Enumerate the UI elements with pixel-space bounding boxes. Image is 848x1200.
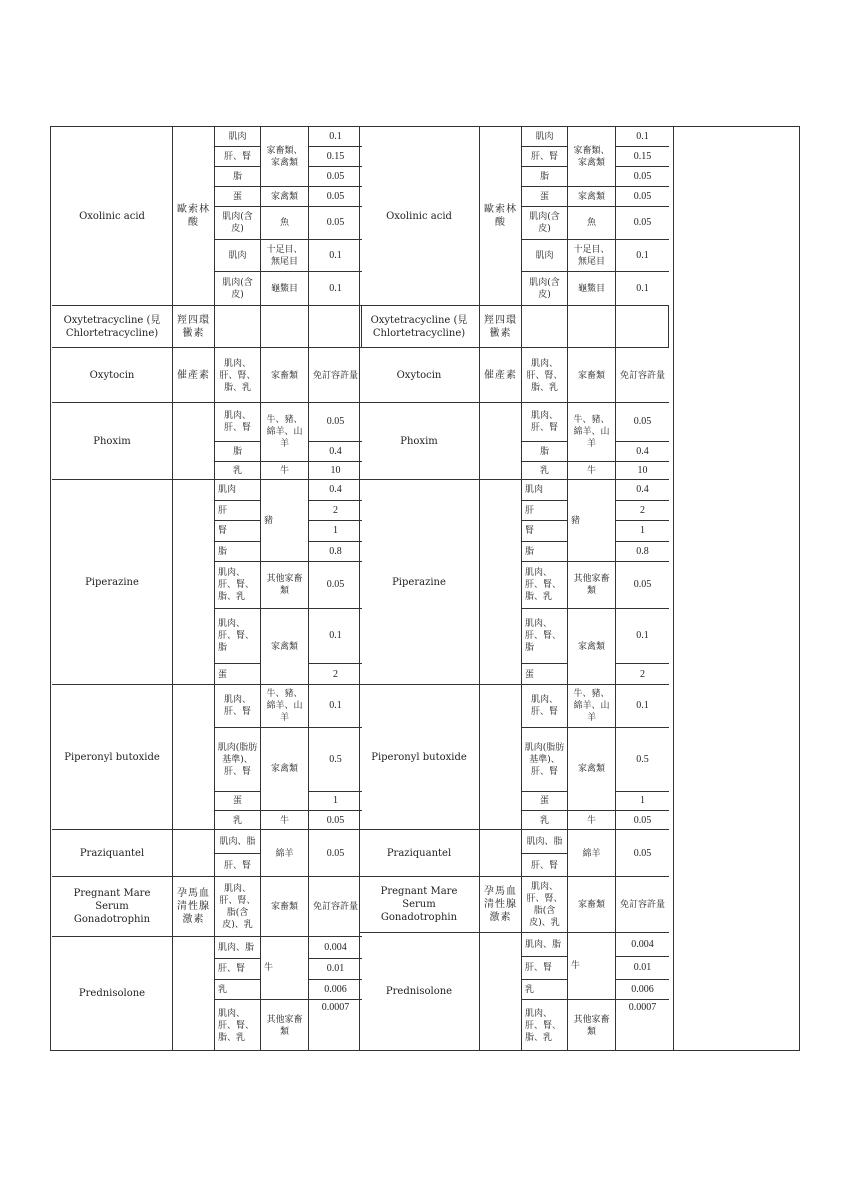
tissue: 肌肉 xyxy=(215,480,261,500)
tissue: 乳 xyxy=(215,811,261,830)
drug-class xyxy=(480,403,522,479)
drug-name: Piperonyl butoxide xyxy=(52,685,173,829)
species: 龜鱉目 xyxy=(261,272,309,305)
limit-value: 0.006 xyxy=(631,983,654,995)
species: 十足目、無尾目 xyxy=(261,240,309,271)
species: 牛、豬、綿羊、山羊 xyxy=(568,404,616,460)
table-row xyxy=(52,936,362,1050)
limit-value: 0.1 xyxy=(329,130,342,142)
species: 牛 xyxy=(568,811,616,830)
limit-value: 0.1 xyxy=(329,249,342,261)
tissue: 乳 xyxy=(522,811,568,830)
tissue: 肝、腎 xyxy=(215,147,261,166)
drug-class xyxy=(480,480,522,684)
table-row xyxy=(52,305,362,347)
species: 家畜類 xyxy=(568,348,616,403)
table-row xyxy=(52,479,362,684)
table-row xyxy=(359,932,669,1050)
tissue: 肌肉、肝、腎 xyxy=(522,685,568,727)
drug-name: Phoxim xyxy=(359,403,480,479)
tissue: 脂 xyxy=(522,167,568,186)
limit-value: 0.05 xyxy=(326,170,345,182)
species: 綿羊 xyxy=(568,831,616,876)
tissue: 肌肉 xyxy=(522,240,568,271)
drug-class xyxy=(173,403,215,479)
limit-value: 0.1 xyxy=(636,130,649,142)
tissue: 蛋 xyxy=(522,187,568,206)
table-row xyxy=(52,402,362,479)
drug-class xyxy=(480,830,522,876)
limit-value: 0.5 xyxy=(329,753,342,765)
species: 魚 xyxy=(568,207,616,239)
tissue: 脂 xyxy=(215,167,261,186)
tissue: 肌肉、肝、腎、脂(含皮)、乳 xyxy=(522,877,568,933)
residue-limit-table xyxy=(50,126,800,1051)
limit-value: 2 xyxy=(640,504,645,516)
table-row xyxy=(359,127,669,305)
limit-value: 0.1 xyxy=(329,700,342,711)
limit-value: 2 xyxy=(640,668,645,680)
limit-value: 0.05 xyxy=(633,416,652,427)
tissue: 肌肉、脂 xyxy=(522,830,568,853)
drug-name: Praziquantel xyxy=(359,830,480,876)
drug-name: Pregnant Mare Serum Gonadotrophin xyxy=(359,877,480,932)
limit-value: 免訂容許量 xyxy=(312,902,358,912)
tissue: 脂 xyxy=(522,542,568,561)
limit-value: 0.15 xyxy=(326,150,345,162)
table-row xyxy=(359,347,669,402)
species: 家禽類 xyxy=(568,728,616,809)
table-row xyxy=(359,402,669,479)
drug-class: 歐索林酸 xyxy=(173,127,215,305)
species: 家禽類 xyxy=(261,609,309,684)
species: 其他家畜類 xyxy=(261,562,309,608)
species: 其他家畜類 xyxy=(261,1000,309,1051)
drug-class: 羥四環黴素 xyxy=(173,306,215,347)
tissue: 肌肉、肝、腎、脂(含皮)、乳 xyxy=(215,877,261,937)
tissue: 肌肉、肝、腎、脂、乳 xyxy=(522,562,568,608)
limit-value: 0.8 xyxy=(636,545,649,557)
species: 牛 xyxy=(261,938,309,998)
tissue: 肌肉 xyxy=(522,127,568,146)
limit-value: 0.5 xyxy=(636,753,649,765)
drug-name: Piperonyl butoxide xyxy=(359,685,480,829)
tissue: 肝、腎 xyxy=(522,957,568,979)
limit-value: 0.05 xyxy=(633,217,652,228)
drug-class xyxy=(173,685,215,829)
tissue: 肝、腎 xyxy=(522,147,568,166)
column-divider xyxy=(673,127,674,1050)
species: 牛、豬、綿羊、山羊 xyxy=(261,685,309,727)
species: 龜鱉目 xyxy=(568,272,616,305)
tissue: 脂 xyxy=(522,442,568,461)
limit-value: 1 xyxy=(333,795,338,806)
limit-value: 0.05 xyxy=(633,579,652,590)
limit-value: 2 xyxy=(333,504,338,516)
tissue: 肝、腎 xyxy=(215,959,261,979)
tissue: 肝 xyxy=(522,501,568,520)
limit-value: 0.01 xyxy=(326,963,345,974)
tissue: 肌肉、肝、腎 xyxy=(215,403,261,441)
species: 豬 xyxy=(568,481,616,560)
table-row xyxy=(52,127,362,305)
limit-value: 10 xyxy=(330,465,341,476)
limit-value: 0.05 xyxy=(326,579,345,590)
limit-value: 0.006 xyxy=(324,983,347,995)
species: 家禽類 xyxy=(568,187,616,206)
tissue: 肌肉、肝、腎 xyxy=(215,685,261,727)
drug-name: Oxytetracycline (見 Chlortetracycline) xyxy=(52,306,173,347)
tissue: 肌肉(脂肪基準)、肝、腎 xyxy=(522,728,568,791)
tissue: 肌肉 xyxy=(215,240,261,271)
drug-class: 孕馬血清性腺激素 xyxy=(480,877,522,932)
tissue: 乳 xyxy=(215,462,261,480)
drug-class: 歐索林酸 xyxy=(480,127,522,305)
drug-name: Oxytocin xyxy=(359,348,480,402)
tissue: 肌肉 xyxy=(215,127,261,146)
limit-value: 0.0007 xyxy=(628,1002,657,1013)
limit-value: 0.05 xyxy=(633,814,652,826)
tissue: 肌肉、脂 xyxy=(215,830,261,853)
limit-value: 1 xyxy=(333,525,338,536)
drug-name: Oxytocin xyxy=(52,348,173,402)
tissue: 乳 xyxy=(522,980,568,999)
tissue: 肌肉、肝、腎、脂、乳 xyxy=(215,562,261,608)
limit-value: 10 xyxy=(637,465,648,476)
limit-value: 1 xyxy=(640,525,645,536)
drug-class xyxy=(480,685,522,829)
tissue: 蛋 xyxy=(215,187,261,206)
limit-value: 0.4 xyxy=(329,484,342,495)
limit-value: 0.1 xyxy=(329,282,342,294)
table-row xyxy=(359,829,669,876)
table-row xyxy=(52,829,362,876)
tissue: 乳 xyxy=(522,462,568,480)
limit-value: 0.05 xyxy=(326,814,345,826)
species: 牛、豬、綿羊、山羊 xyxy=(568,685,616,727)
tissue: 乳 xyxy=(215,980,261,999)
drug-name: Oxytetracycline (見 Chlortetracycline) xyxy=(359,306,480,347)
limit-value: 2 xyxy=(333,668,338,680)
limit-value: 1 xyxy=(640,795,645,806)
tissue: 肌肉(含皮) xyxy=(215,207,261,239)
limit-value: 免訂容許量 xyxy=(312,370,358,381)
species: 家禽類 xyxy=(568,609,616,684)
limit-value: 免訂容許量 xyxy=(619,370,665,381)
limit-value: 0.05 xyxy=(326,217,345,228)
limit-value: 0.05 xyxy=(326,190,345,202)
drug-class xyxy=(480,933,522,1050)
table-row xyxy=(52,684,362,829)
tissue: 腎 xyxy=(215,521,261,541)
tissue: 肝 xyxy=(215,501,261,520)
species: 牛 xyxy=(261,811,309,830)
limit-value: 0.0007 xyxy=(321,1002,350,1013)
tissue: 肝、腎 xyxy=(215,854,261,877)
species: 魚 xyxy=(261,207,309,239)
tissue: 肌肉、脂 xyxy=(215,937,261,958)
species: 家畜類、家禽類 xyxy=(261,128,309,185)
species: 家畜類、家禽類 xyxy=(568,128,616,185)
table-row xyxy=(359,305,669,347)
species: 豬 xyxy=(261,481,309,560)
drug-class: 孕馬血清性腺激素 xyxy=(173,877,215,936)
limit-value: 0.15 xyxy=(633,150,652,162)
species: 牛 xyxy=(568,934,616,998)
limit-value: 0.1 xyxy=(636,700,649,711)
limit-value: 0.01 xyxy=(633,962,652,973)
tissue: 肌肉(含皮) xyxy=(522,272,568,305)
species: 家畜類 xyxy=(261,348,309,403)
limit-value: 0.1 xyxy=(636,630,649,641)
drug-class xyxy=(173,937,215,1050)
drug-name: Oxolinic acid xyxy=(52,127,173,305)
limit-value: 0.1 xyxy=(636,249,649,261)
limit-value: 0.05 xyxy=(616,831,669,876)
species: 家畜類 xyxy=(261,877,309,937)
table-row xyxy=(359,479,669,684)
drug-class: 羥四環黴素 xyxy=(480,306,522,347)
species: 牛 xyxy=(261,462,309,480)
limit-value: 0.004 xyxy=(324,941,347,953)
tissue: 肌肉(含皮) xyxy=(522,207,568,239)
species: 牛 xyxy=(568,462,616,480)
limit-value: 0.4 xyxy=(329,445,342,457)
tissue: 肝、腎 xyxy=(522,854,568,877)
species: 綿羊 xyxy=(261,831,309,876)
species: 家禽類 xyxy=(261,187,309,206)
species: 十足目、無尾目 xyxy=(568,240,616,271)
tissue: 肌肉、肝、腎、脂、乳 xyxy=(215,1000,261,1051)
drug-name: Prednisolone xyxy=(359,933,480,1050)
drug-class xyxy=(173,480,215,684)
tissue: 脂 xyxy=(215,542,261,561)
limit-value: 0.8 xyxy=(329,545,342,557)
limit-value: 0.4 xyxy=(636,484,649,495)
limit-value: 0.004 xyxy=(631,938,654,950)
tissue: 肌肉(含皮) xyxy=(215,272,261,305)
table-row xyxy=(52,347,362,402)
species: 牛、豬、綿羊、山羊 xyxy=(261,404,309,460)
drug-name: Piperazine xyxy=(52,480,173,684)
species: 其他家畜類 xyxy=(568,1000,616,1051)
limit-value: 0.05 xyxy=(326,416,345,427)
species: 家禽類 xyxy=(261,728,309,809)
tissue: 肌肉、肝、腎、脂 xyxy=(522,609,568,663)
tissue: 肌肉 xyxy=(522,480,568,500)
drug-class: 催產素 xyxy=(480,348,522,402)
tissue: 蛋 xyxy=(522,664,568,685)
tissue: 肌肉、肝、腎、脂、乳 xyxy=(522,1000,568,1051)
tissue: 蛋 xyxy=(215,792,261,810)
species: 家畜類 xyxy=(568,877,616,933)
limit-value: 0.4 xyxy=(636,445,649,457)
tissue: 脂 xyxy=(215,442,261,461)
tissue: 肌肉、肝、腎、脂、乳 xyxy=(522,348,568,403)
tissue: 肌肉、肝、腎 xyxy=(522,403,568,441)
drug-name: Piperazine xyxy=(359,480,480,684)
tissue: 肌肉(脂肪基準)、肝、腎 xyxy=(215,728,261,791)
drug-class: 催產素 xyxy=(173,348,215,402)
tissue: 肌肉、肝、腎、脂、乳 xyxy=(215,348,261,403)
tissue: 腎 xyxy=(522,521,568,541)
limit-value: 0.05 xyxy=(633,190,652,202)
tissue: 肌肉、脂 xyxy=(522,933,568,956)
limit-value: 0.1 xyxy=(329,630,342,641)
limit-value: 0.1 xyxy=(636,282,649,294)
tissue: 肌肉、肝、腎、脂 xyxy=(215,609,261,663)
drug-name: Phoxim xyxy=(52,403,173,479)
tissue: 蛋 xyxy=(215,664,261,685)
drug-name: Praziquantel xyxy=(52,830,173,876)
limit-value: 0.05 xyxy=(633,170,652,182)
species: 其他家畜類 xyxy=(568,562,616,608)
tissue: 蛋 xyxy=(522,792,568,810)
table-row xyxy=(359,684,669,829)
limit-value: 0.05 xyxy=(309,831,362,876)
drug-name: Oxolinic acid xyxy=(359,127,480,305)
limit-value: 免訂容許量 xyxy=(619,900,665,910)
drug-name: Pregnant Mare Serum Gonadotrophin xyxy=(52,877,173,936)
drug-class xyxy=(173,830,215,876)
table-row xyxy=(52,876,362,936)
drug-name: Prednisolone xyxy=(52,937,173,1050)
table-row xyxy=(359,876,669,932)
